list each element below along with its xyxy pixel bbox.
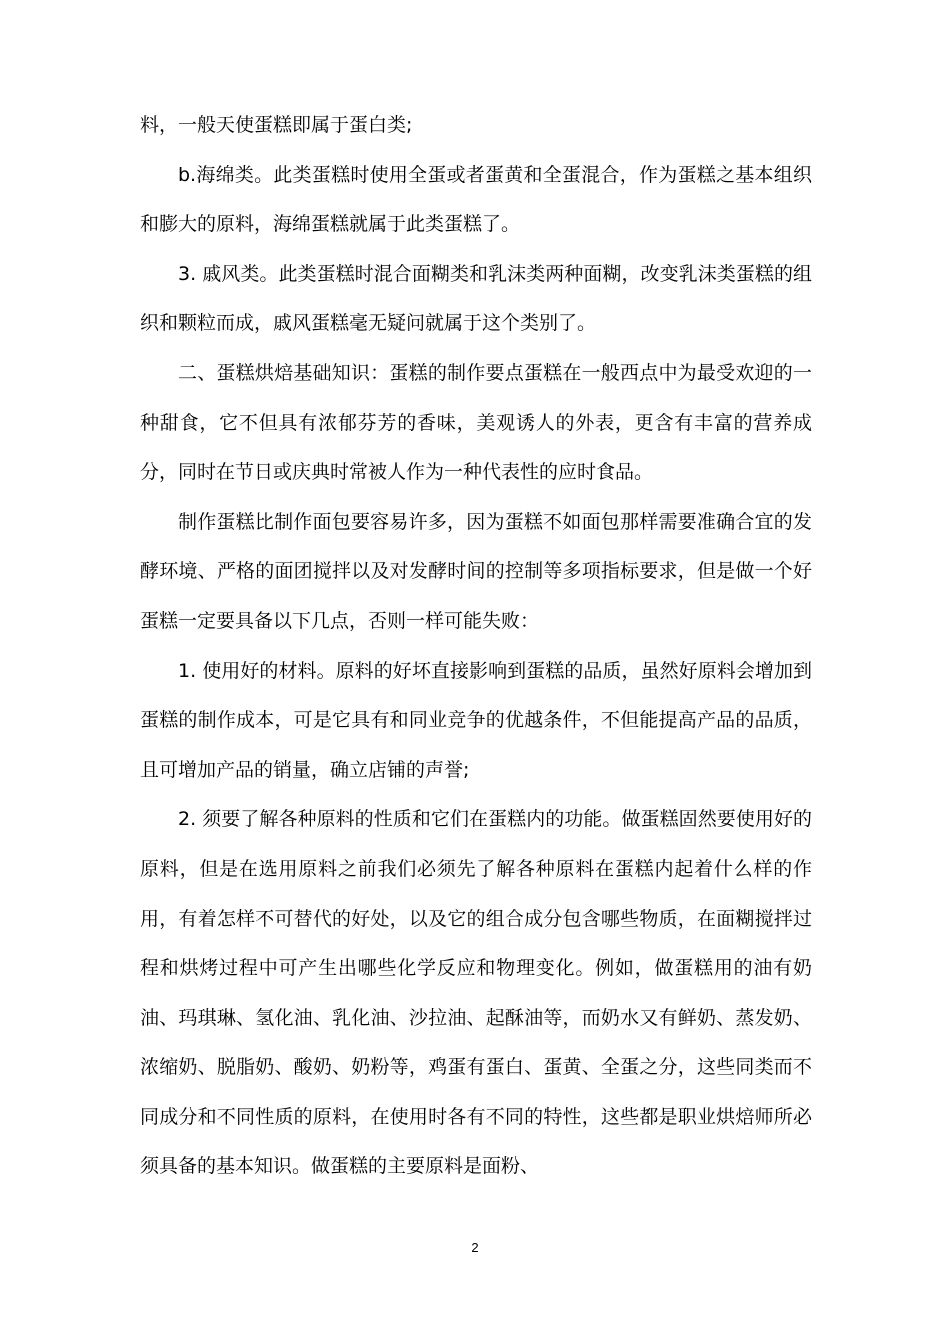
page-number: 2 [471,1240,479,1255]
document-body [140,101,812,1192]
paragraph-4: 二、蛋糕烘焙基础知识：蛋糕的制作要点蛋糕在一般西点中为最受欢迎的一种甜食，它不但具有浓郁芬芳的香味，美观诱人的外表，更含有丰富的营养成分，同时在节日或庆典时常被人作为一种代表性的应时食品。 [140,361,812,484]
paragraph-6: 1. 使用好的材料。原料的好坏直接影响到蛋糕的品质，虽然好原料会增加到蛋糕的制作成本，可是它具有和同业竞争的优越条件，不但能提高产品的品质，且可增加产品的销量，确立店铺的声誉; [140,659,812,781]
paragraph-7: 2. 须要了解各种原料的性质和它们在蛋糕内的功能。做蛋糕固然要使用好的原料，但是在选用原料之前我们必须先了解各种原料在蛋糕内起着什么样的作用，有着怎样不可替代的好处，以及它的组合成分包含哪些物质，在面糊搅拌过程和烘烤过程中可产生出哪些化学反应和物理变化。例如，做蛋糕用的油有奶油、玛琪琳、氢化油、乳化油、沙拉油、起酥油等，而奶水又有鲜奶、蒸发奶、浓缩奶、脱脂奶、酸奶、奶粉等，鸡蛋有蛋白、蛋黄、全蛋之分，这些同类而不同成分和不同性质的原料，在使用时各有不同的特性，这些都是职业烘焙师所必须具备的基本知识。做蛋糕的主要原料是面粉、 [140,808,812,1178]
paragraph-3: 3. 戚风类。此类蛋糕时混合面糊类和乳沫类两种面糊，改变乳沫类蛋糕的组织和颗粒而成，戚风蛋糕毫无疑问就属于这个类别了。 [140,262,812,335]
paragraph-2: b.海绵类。此类蛋糕时使用全蛋或者蛋黄和全蛋混合，作为蛋糕之基本组织和膨大的原料，海绵蛋糕就属于此类蛋糕了。 [140,163,812,236]
paragraph-5: 制作蛋糕比制作面包要容易许多，因为蛋糕不如面包那样需要准确合宜的发酵环境、严格的面团搅拌以及对发酵时间的控制等多项指标要求，但是做一个好蛋糕一定要具备以下几点，否则一样可能失败： [140,510,812,632]
paragraph-1: 料，一般天使蛋糕即属于蛋白类; [140,114,413,136]
